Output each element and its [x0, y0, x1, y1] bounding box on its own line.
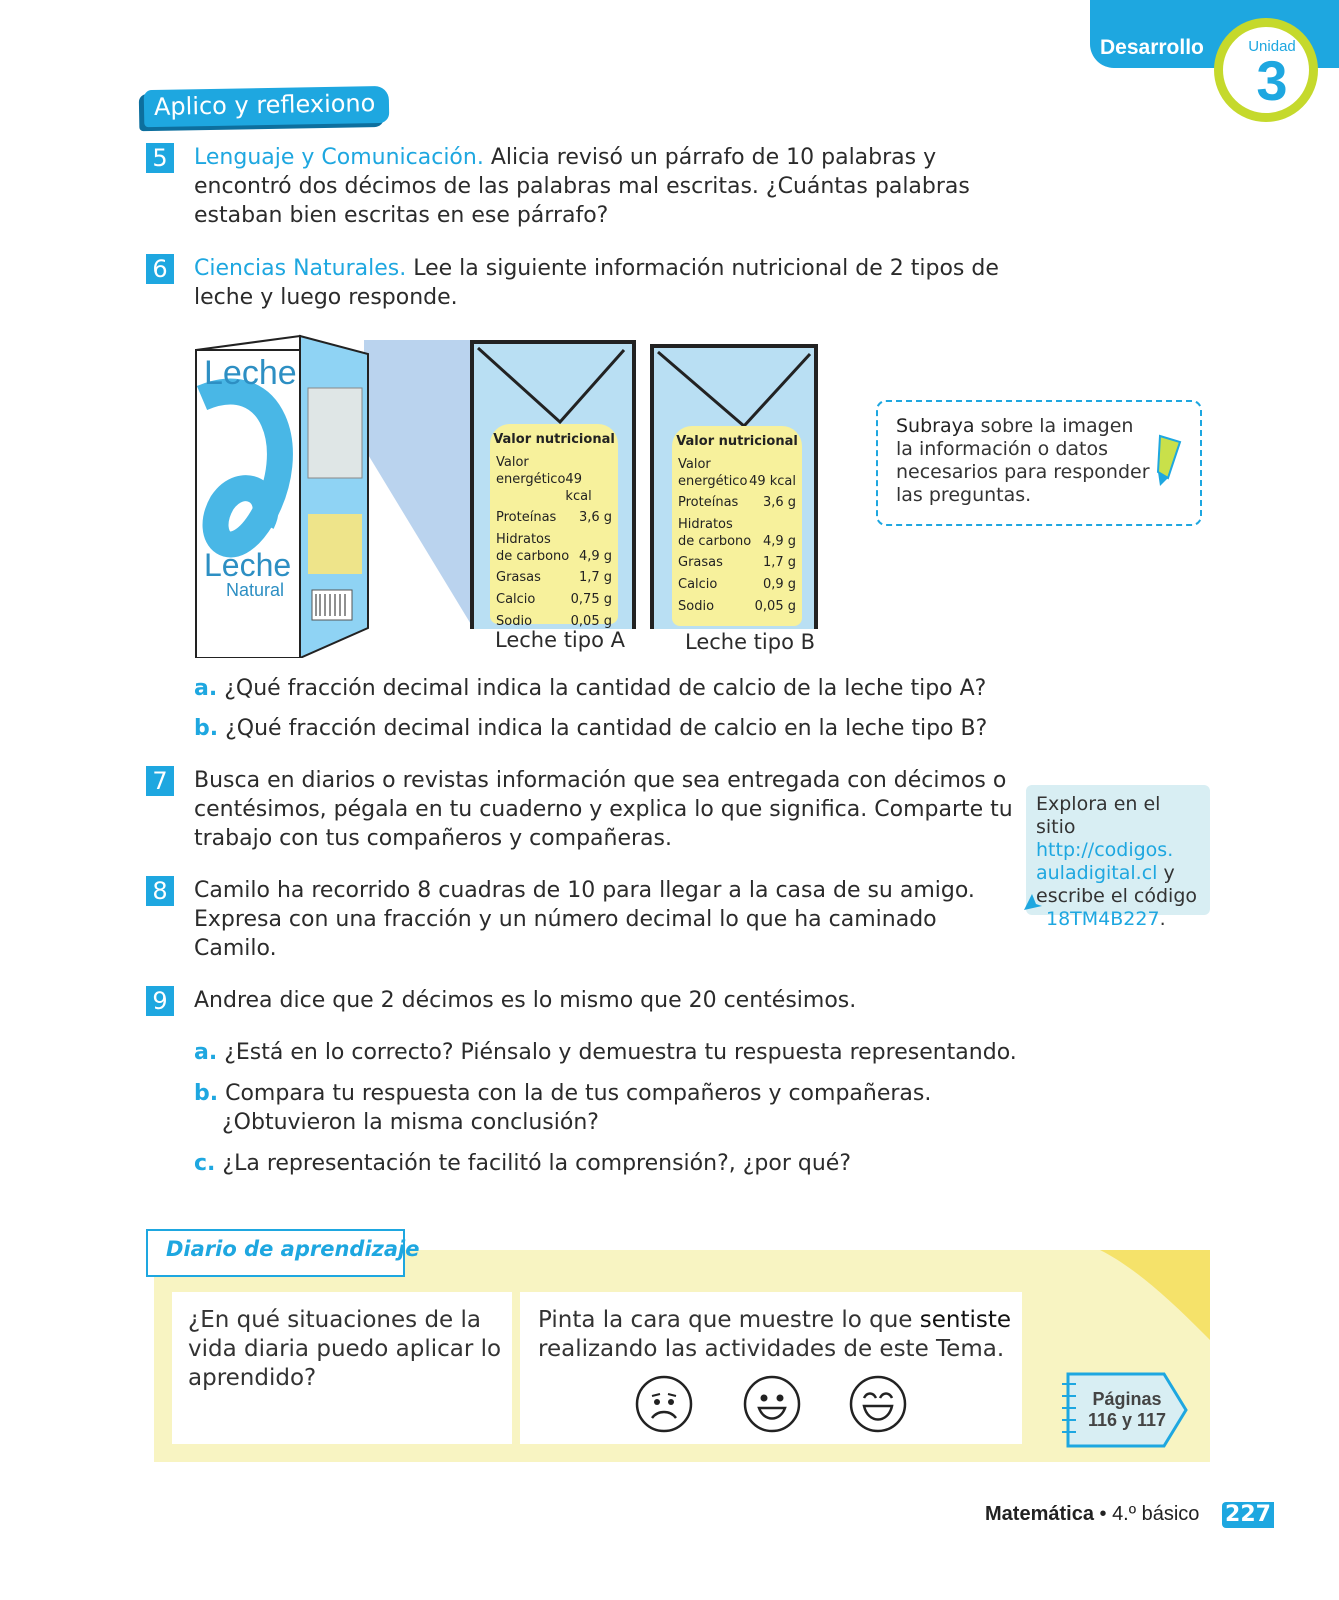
nutrition-row [672, 456, 802, 473]
question-9-b [194, 1079, 1054, 1137]
question-7-number: 7 [146, 766, 174, 796]
link-code: 18TM4B227 [1046, 908, 1160, 930]
nutrition-row-name: Hidratos [678, 517, 733, 532]
nutrition-row-value: 0,9 g [762, 577, 796, 592]
question-9-number: 9 [146, 986, 174, 1016]
nutrition-row-name: Grasas [496, 570, 541, 585]
letter-a: a. [194, 676, 218, 701]
nutrition-row-name: de carbono [678, 534, 752, 549]
footer-bullet: • [1093, 1503, 1113, 1525]
question-7-text-line: trabajo con tus compañeros y compañeras. [194, 826, 672, 851]
link-url[interactable]: auladigital.cl [1036, 862, 1158, 884]
footer-subject: Matemática [985, 1503, 1094, 1525]
milk-a-caption: Leche tipo A [495, 628, 625, 652]
letter-c: c. [194, 1151, 216, 1176]
nutrition-row-value: 1,7 g [762, 555, 796, 570]
question-9: Andrea dice que 2 décimos es lo mismo que 20 centésimos. [194, 988, 857, 1013]
link-box-line: Explora en el sitio [1036, 793, 1161, 838]
footer-grade: 4.º básico [1112, 1503, 1200, 1525]
question-5-number: 5 [146, 143, 174, 173]
question-8-text-line: Camilo ha recorrido 8 cuadras de 10 para llegar a la casa de su amigo. [194, 878, 975, 903]
nutrition-row-name: energético [496, 472, 566, 487]
nutrition-row-name: Proteínas [496, 510, 557, 525]
question-9-c-text: ¿La representación te facilitó la comprensión?, ¿por qué? [222, 1151, 851, 1176]
note-text [896, 415, 1156, 507]
nutrition-row-name: Calcio [496, 592, 536, 607]
nutrition-row-name: Calcio [678, 577, 718, 592]
question-6-b-text: ¿Qué fracción decimal indica la cantidad de calcio en la leche tipo B? [225, 716, 988, 741]
question-6-text-line: leche y luego responde. [194, 285, 458, 310]
nutrition-row-name: Sodio [678, 599, 715, 614]
nutrition-label-a [490, 424, 618, 629]
nutrition-label-title: Valor nutricional [676, 434, 798, 449]
cursor-icon [1018, 888, 1046, 914]
happy-face-icon[interactable] [742, 1374, 802, 1434]
milk-brand-top: Leche [204, 354, 297, 392]
nutrition-row-block [490, 531, 618, 565]
pages-reference [1084, 1389, 1170, 1431]
diary-question-2 [538, 1306, 1018, 1364]
nutrition-row [490, 507, 618, 529]
footer [985, 1503, 1199, 1526]
question-6 [194, 254, 1034, 312]
nutrition-row [672, 574, 802, 596]
nutrition-row-name: Hidratos [496, 532, 551, 547]
letter-b: b. [194, 1081, 219, 1106]
nutrition-row-name: Grasas [678, 555, 723, 570]
note-line: necesarios para responder [896, 461, 1150, 483]
question-6-subject: Ciencias Naturales. [194, 256, 407, 281]
nutrition-row-value: 3,6 g [578, 510, 612, 525]
page-number: 227 [1222, 1502, 1274, 1528]
milk-a-panel [470, 340, 636, 629]
question-8 [194, 876, 1014, 963]
diary-q2-line: realizando las actividades de este Tema. [538, 1336, 1005, 1362]
nutrition-row-name: Valor [496, 455, 529, 470]
letter-b: b. [194, 716, 219, 741]
question-7-text-line: centésimos, pégala en tu cuaderno y explica lo que significa. Comparte tu [194, 797, 1013, 822]
nutrition-row [490, 589, 618, 611]
nutrition-row-block [490, 454, 618, 505]
sad-face-icon[interactable] [634, 1374, 694, 1434]
nutrition-label-title: Valor nutricional [493, 432, 615, 447]
diary-question-1 [188, 1306, 508, 1393]
nutrition-row-value: 1,7 g [578, 570, 612, 585]
question-9-c [194, 1149, 1054, 1178]
nutrition-row [490, 471, 618, 505]
note-line: las preguntas. [896, 484, 1032, 506]
question-9-b-text: Compara tu respuesta con la de tus compañeros y compañeras. [225, 1081, 932, 1106]
question-7 [194, 766, 1014, 853]
question-6-number: 6 [146, 254, 174, 284]
question-5-subject: Lenguaje y Comunicación. [194, 145, 484, 170]
nutrition-row-name: de carbono [496, 549, 570, 564]
nutrition-row-value: 0,75 g [570, 592, 612, 607]
nutrition-row [672, 516, 802, 533]
unit-number: 3 [1256, 49, 1288, 112]
section-title-banner: Aplico y reflexiono [144, 86, 390, 127]
question-5-text-line: estaban bien escritas en ese párrafo? [194, 203, 609, 228]
nutrition-row-value: 0,05 g [570, 614, 612, 629]
diary-q1-line: vida diaria puedo aplicar lo [188, 1336, 502, 1362]
nutrition-row-name: Sodio [496, 614, 533, 629]
milk-brand-bottom: Leche [204, 547, 292, 583]
link-box-line: y [1157, 862, 1175, 884]
nutrition-row [490, 454, 618, 471]
link-box-text [1036, 793, 1206, 931]
nutrition-row [672, 533, 802, 550]
question-6-b [194, 714, 1054, 743]
pencil-icon [1150, 432, 1184, 488]
nutrition-row-block [672, 516, 802, 550]
letter-a: a. [194, 1040, 218, 1065]
nutrition-row-block [672, 456, 802, 490]
question-9-a [194, 1038, 1054, 1067]
carton-fold-icon [654, 348, 814, 438]
question-8-text-line: Camilo. [194, 936, 277, 961]
question-9-a-text: ¿Está en lo correcto? Piénsalo y demuestra tu respuesta representando. [224, 1040, 1017, 1065]
note-line: sobre la imagen [980, 415, 1134, 437]
diary-q2-emph: sentiste [919, 1307, 1012, 1333]
nutrition-row [672, 492, 802, 514]
milk-b-panel [650, 344, 818, 629]
very-happy-face-icon[interactable] [848, 1374, 908, 1434]
question-5-text: Alicia revisó un párrafo de 10 palabras y [490, 145, 937, 170]
section-label: Desarrollo [1100, 36, 1204, 59]
nutrition-row [672, 596, 802, 618]
diary-q1-line: aprendido? [188, 1365, 317, 1391]
question-9-b-text: ¿Obtuvieron la misma conclusión? [222, 1110, 599, 1135]
diary-title: Diario de aprendizaje [166, 1237, 420, 1261]
nutrition-row [672, 473, 802, 490]
milk-b-caption: Leche tipo B [684, 630, 816, 654]
nutrition-row-value: 0,05 g [754, 599, 796, 614]
nutrition-row-value: 4,9 g [578, 549, 612, 564]
link-url[interactable]: http://codigos. [1036, 839, 1174, 861]
note-bold: Subraya [896, 415, 975, 437]
pages-line: 116 y 117 [1087, 1410, 1167, 1430]
question-7-text-line: Busca en diarios o revistas información que sea entregada con décimos o [194, 768, 1007, 793]
nutrition-row-value: 49 kcal [749, 474, 796, 489]
question-6-text: Lee la siguiente información nutricional de 2 tipos de [413, 256, 999, 281]
link-box-dot: . [1159, 908, 1166, 930]
nutrition-row [490, 548, 618, 565]
link-box-line: escribe el código [1036, 885, 1198, 907]
nutrition-row-name: Valor [678, 457, 711, 472]
nutrition-row-value: 49 kcal [565, 472, 592, 504]
question-8-text-line: Expresa con una fracción y un número decimal lo que ha caminado [194, 907, 937, 932]
question-6-a [194, 674, 1054, 703]
unit-label: Unidad [1248, 38, 1296, 55]
milk-brand-sub: Natural [226, 580, 285, 600]
carton-fold-icon [474, 344, 632, 434]
nutrition-row-name: energético [678, 474, 748, 489]
question-5-text-line: encontró dos décimos de las palabras mal escritas. ¿Cuántas palabras [194, 174, 970, 199]
nutrition-row-value: 3,6 g [762, 495, 796, 510]
diary-q2-line: Pinta la cara que muestre lo que [538, 1307, 920, 1333]
nutrition-row [490, 531, 618, 548]
question-5 [194, 143, 1014, 230]
page-curl-icon [1100, 1250, 1210, 1340]
nutrition-row-value: 4,9 g [762, 534, 796, 549]
note-line: la información o datos [896, 438, 1108, 460]
nutrition-label-b [672, 426, 802, 626]
diary-q1-line: ¿En qué situaciones de la [188, 1307, 482, 1333]
question-8-number: 8 [146, 876, 174, 906]
nutrition-row-name: Proteínas [678, 495, 739, 510]
question-6-a-text: ¿Qué fracción decimal indica la cantidad de calcio de la leche tipo A? [224, 676, 987, 701]
pages-line: Páginas [1092, 1389, 1162, 1409]
nutrition-row [672, 552, 802, 574]
nutrition-row [490, 567, 618, 589]
